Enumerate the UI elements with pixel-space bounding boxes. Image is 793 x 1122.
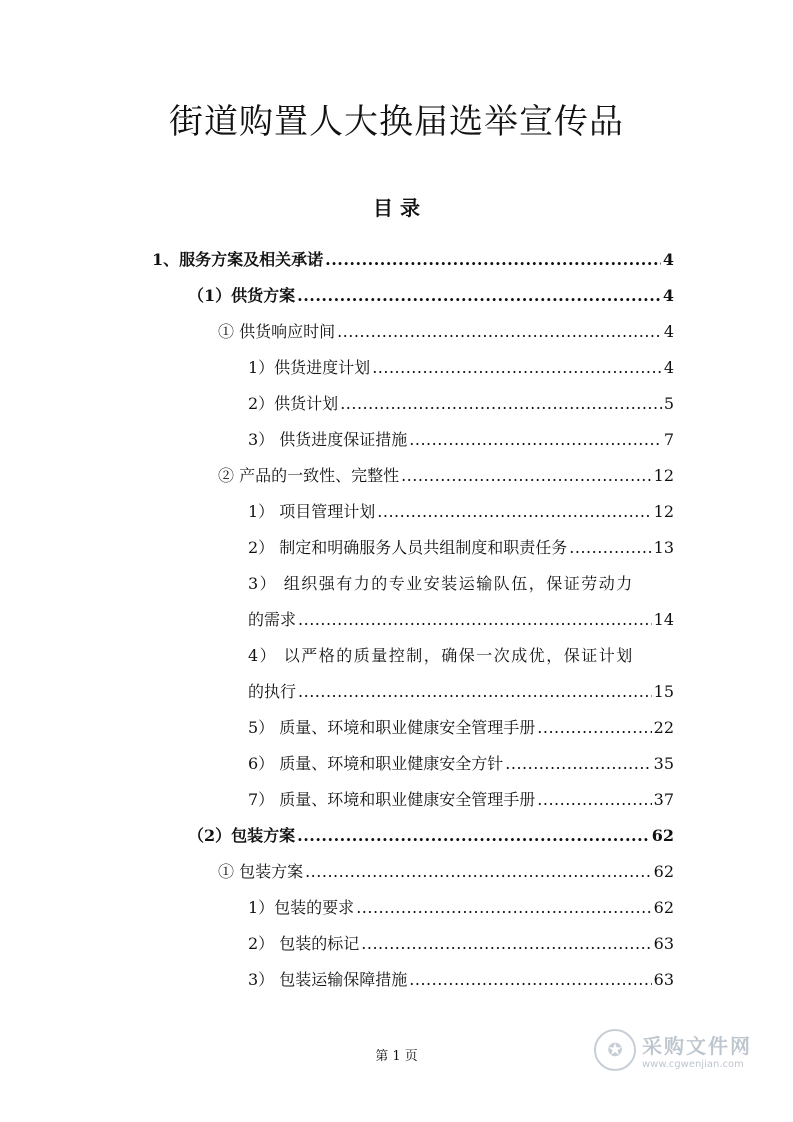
toc-entry-page: 63 [653,970,674,989]
toc-leader-dots [361,932,651,956]
toc-leader-dots [505,752,651,776]
watermark-url: www.cgwenjian.com [642,1059,744,1070]
toc-entry[interactable] [248,500,674,524]
toc-heading: 目 录 [373,196,420,220]
toc-leader-dots [298,680,652,704]
toc-entry-label: 6） 质量、环境和职业健康安全方针 [248,754,504,773]
toc-entry-page: 62 [651,826,674,845]
toc-entry-label: （1）供货方案 [188,286,296,305]
toc-entry[interactable] [248,356,674,380]
toc-entry-page: 7 [663,430,674,449]
toc-leader-dots [537,788,651,812]
toc-entry-page: 5 [663,394,674,413]
toc-entry-label: 1、服务方案及相关承诺 [152,250,324,269]
toc-leader-dots [340,392,662,416]
toc-entry-page: 12 [653,502,674,521]
toc-leader-dots [297,824,650,848]
toc-entry-label: （2）包装方案 [188,826,296,845]
toc-entry[interactable] [248,716,674,740]
toc-entry[interactable] [188,824,674,848]
toc-leader-dots [537,716,651,740]
toc-entry[interactable] [218,860,674,884]
toc-entry-label: 4） 以严格的质量控制，确保一次成优，保证计划 [248,646,634,665]
toc-entry[interactable] [248,680,674,704]
toc-entry-label: 的执行 [248,682,297,701]
toc-entry-label: 1）供货进度计划 [248,358,371,377]
toc-entry[interactable] [248,392,674,416]
toc-leader-dots [569,536,651,560]
toc-entry-label: 3） 供货进度保证措施 [248,430,408,449]
toc-leader-dots [409,968,651,992]
toc-entry-label: ② 产品的一致性、完整性 [218,466,400,485]
toc-entry[interactable] [152,248,674,272]
toc-entry[interactable] [248,752,674,776]
toc-entry-page: 63 [653,934,674,953]
toc-entry-label: 2）供货计划 [248,394,339,413]
toc-leader-dots [356,896,651,920]
toc-leader-dots [298,608,652,632]
toc-entry[interactable] [248,932,674,956]
toc-leader-dots [337,320,662,344]
toc-entry-page: 4 [662,286,674,305]
toc-entry-label: 7） 质量、环境和职业健康安全管理手册 [248,790,536,809]
toc-entry-label: 2） 制定和明确服务人员共组制度和职责任务 [248,538,568,557]
toc-leader-dots [377,500,651,524]
cgw-logo-icon: ✪ [594,1029,636,1071]
toc-entry-label: 5） 质量、环境和职业健康安全管理手册 [248,718,536,737]
toc-entry-page: 22 [653,718,674,737]
toc-entry-label: ① 供货响应时间 [218,322,336,341]
toc-entry[interactable] [218,320,674,344]
toc-entry-page: 4 [662,250,674,269]
toc-entry[interactable] [188,284,674,308]
toc-leader-dots [401,464,652,488]
toc-entry-label: 1）包装的要求 [248,898,355,917]
toc-entry-page: 35 [653,754,674,773]
watermark-name: 采购文件网 [642,1034,752,1058]
toc-entry-page: 62 [653,862,674,881]
toc-entry-label: 2） 包装的标记 [248,934,360,953]
document-title: 街道购置人大换届选举宣传品 [169,102,624,142]
toc-entry-page: 15 [653,682,674,701]
toc-entry[interactable] [248,896,674,920]
toc-entry[interactable] [248,968,674,992]
page-footer: 第 1 页 [375,1049,418,1064]
toc-entry-page: 37 [653,790,674,809]
toc-entry-label: 3） 组织强有力的专业安装运输队伍，保证劳动力 [248,574,634,593]
toc-entry-label: 1） 项目管理计划 [248,502,376,521]
toc-leader-dots [372,356,662,380]
toc-leader-dots [325,248,661,272]
watermark [594,1028,764,1072]
toc-entry[interactable] [248,788,674,812]
toc-entry[interactable] [248,428,674,452]
toc-entry-page: 4 [663,358,674,377]
toc-leader-dots [409,428,662,452]
toc-entry[interactable] [248,536,674,560]
toc-entry[interactable] [248,608,674,632]
toc-entry-page: 4 [663,322,674,341]
toc-entry-label: 的需求 [248,610,297,629]
toc-entry-label: 3） 包装运输保障措施 [248,970,408,989]
toc-entry-page: 13 [653,538,674,557]
toc-leader-dots [305,860,652,884]
toc-entry[interactable] [218,464,674,488]
toc-entry-page: 14 [653,610,674,629]
toc-entry-label: ① 包装方案 [218,862,304,881]
toc-leader-dots [297,284,661,308]
toc-entry-page: 12 [653,466,674,485]
toc-entry-page: 62 [653,898,674,917]
